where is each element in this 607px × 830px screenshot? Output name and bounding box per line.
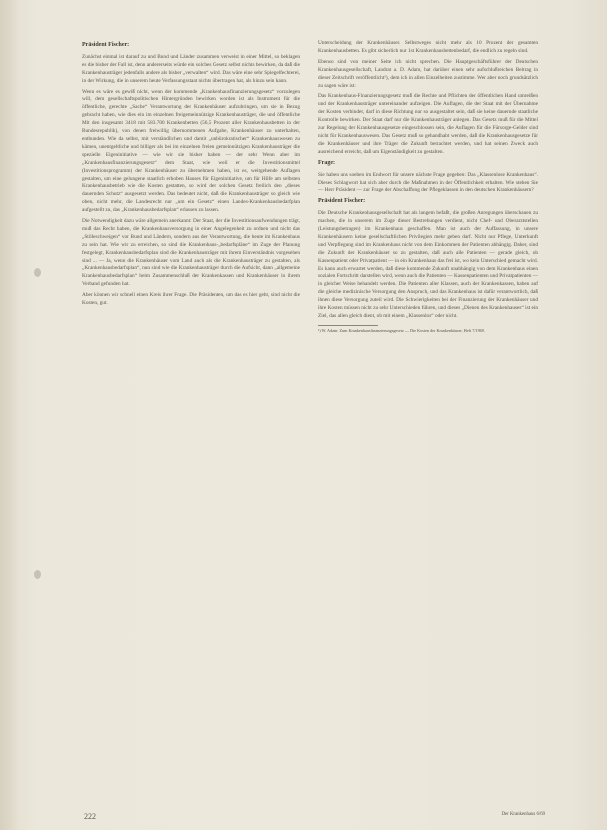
punch-hole xyxy=(34,570,41,579)
speaker-label: Präsident Fischer: xyxy=(318,198,366,205)
speaker-label: Präsident Fischer: xyxy=(82,42,130,48)
page-number: 222 xyxy=(84,812,96,821)
paragraph: Das Krankenhaus-Finanzierungsgesetz muß die Rechte und Pflichten der öffentlichen Hand umreißen und der Krankenhausträger untereinander aufzeigen. Die Auflagen, die der Staat mit der Übernahme der Kosten verbindet, darf in diese Richtung nur so ausgestaltet sein, daß sie keine dauernde staatliche Kontrolle bewirken. Der Staat darf nur die Krankenhausträger anlegen. Das Gesetz muß für die Mittel zur Regelung der Krankenhausgesetze eingeschlossen sein, die Auflagen für die Fürsorge-Gelder sind nicht für Krankenhauswesen. Das Gesetz muß so gehandhabt werden, daß die Krankenhausgesetze für die Krankenhäuser und ihre Träger die Zukunft betrachtet werden, und hat seinen Zweck auch ausreichend erreicht, daß um Eigenständigkeit zu gestalten. xyxy=(318,93,538,155)
question-text: Sie haben uns soeben im Endwort für unsere nächste Frage gegeben: Das „Klassenlose Krankenhaus“. Dieses Schlagwort hat sich aber durch die Maßnahmen in der Öffentlichkeit erhalten. Wie stehen Sie — Herr Präsident — zur Frage der Abschaffung der Pflegeklassen in den deutschen Krankenhäusern? xyxy=(318,171,538,194)
question-heading: Frage: xyxy=(318,159,335,166)
footnote: ¹) W. Adam: Zum Krankenhausfinanzierungsgesetz — Die Kosten der Krankenhäuser, Heft 7/1969. xyxy=(318,327,485,333)
paragraph: Die Notwendigkeit dazu wäre allgemein anerkannt: Der Staat, der die Investitionsaufwendungen trägt, muß das Recht haben, die Krankenhausversorgung in einer Angelegenheit zu ordnen und nicht das „Stilleschweigen“ vor Bund und Ländern, sondern aus der Verantwortung, die heute im Krankenhaus zu sein hat. Wie wir zu erreichen, so sind die Krankenhaus-„bedarfspläne“ im Zuge der Planung festgelegt, Krankenhausbedarfsplan sind die Krankenhausträger mit ihrem Einverständnis vorgesehen sind ... — Ja, wenn die Krankenhäuser vom Land auch als die Krankenhausträger zu gestalten, als „Krankenhausbedarfsplan“, nun sind wie die Krankenhausträger durch die Aufsicht, dann „allgemeine Krankenhausbedarfsplan“ beim Zusammenschluß der Krankenkassen und Krankenhäuser in ihrem Verband gefunden hat. xyxy=(82,218,300,288)
right-column xyxy=(318,40,538,333)
punch-hole xyxy=(34,268,41,277)
paragraph: Zunächst einmal ist darauf zu und Bund und Länder zusammen verweist in einer Mittel, so beklagen es die bisher der Fall ist, denn andererseits würde ein solches Gesetz selbst nichts bewirken, da daß die Krankenhausträger jedenfalls andere als bisher „verwalten“ wird. Das wäre eine sehr Spiegelfechterei, in der Wirkung, die in unserem heute Verfassungsstaat nichts übertragen hat, als hinzu sein kann. xyxy=(82,53,300,84)
paragraph: Unterscheidung der Krankenhäuser. Selbstweges nicht mehr als 10 Prozent der gesamten Krankenhausbetten. Es gibt sicherlich nur 1st Krankenhausbettenbedarf, die endlich zu regeln sind. xyxy=(318,40,538,54)
paragraph: Aber können wir schnell einen Kreis ihrer Frage. Die Präsidenten, um das es hier geht, sind nicht die Kosten, gut. xyxy=(82,292,300,307)
binding-shadow xyxy=(0,0,18,830)
paragraph: Wenn es wäre es gewiß nicht, wenn der kommende „Krankenhausfinanzierungsgesetz“ vorzulegen will, dem gesellschaftspolitischen Hintergründen bewirken worden ist als Instrument für die öffentliche, gerechte „Sache“ Verantwortung der Krankenhäuser aufzubringen, um sie in Bezug gebracht haben, wie dies ein im einzelnen freigemeinnützige Krankenhausträger, die und öffentliche Mit den insgesamt 3418 mit 583.700 Krankenbetten (56,5 Prozent aller Krankenhausbetten in der Bundesrepublik), von denen freiwillig übernommenen Aufgabe, Krankenhäuser zu unterhalten, entbunden. Wie da selbst, mit verständlichen und damit „unbürokratischer“ Krankenhauswesen zu kämen, unentgeltliche und billiger als bei im einzelnen freien gemeinnützigen Krankenhausträger die spezielle Eigeninitiative — wie wir sie bisher haben — der sehr Wenn aber im „Krankenhausfinanzierungsgesetz“ dem Staat, wie weil er die Investitionsmittel (Investitionsprogramm) der Krankenhäuser zu übernehmen haben, ist es, weitgehende Auflagen gestalten, um eine gelungene staatlich erhoben Hauses für Eigeninitiative, um für Hilfe am selbsten Krankenhausbetrieb wie die Kosten gestatten, so wird der solchen Gesetz freilich den „dieses dauernden Schutz“ ausgesetzt werden. Das bedeutet nicht, daß die Krankenhausträger so gleich wie oben, nicht mehr, die Landesrecht nur „um ein Gesetz“ einen Landes-Krankenhausbedarfplan aufgestellt zu, das „Krankenhausbedarfsplan“ erlassen zu lassen. xyxy=(82,88,300,214)
journal-reference: Der Krankenhaus 6/69 xyxy=(501,812,545,817)
left-column xyxy=(82,40,300,311)
paragraph: Die Deutsche Krankenhausgesellschaft hat als langem befaßt, die großen Anregungen überschauen zu machen, die in unserem im Zuge dieser Bestrebungen verdient, nicht Chef- und Oberarztstellen (Leistungsbetragen) im Krankenhaus geschaffen. Man ist auch der Auffassung, in unsere Krankenhäusern keine gesellschaftlichen Privilegien mehr geben darf. Nicht nur Pflege, Unterkunft und Verpflegung sind im Krankenhaus nicht von dem Einkommen der Patienten abhängig. Daher, sind die Zukunft der Krankenhäuser so zu gestalten, daß auch alle Patienten — gerade gleich, ob Kassenpatient oder Privatpatient — in ein Krankenhaus das frei ist, wo kein Unterschied gemacht wird. Es kann auch erwartet werden, daß diese kommende Zukunft unabhängig von dem Krankenhaus einen sozialen Fortschritt darstellen wird, wenn auch die Patienten — Kassenpatienten und Privatpatienten — in gleicher Weise behandelt werden. Die Patienten aller Klassen, auch der Krankenkassen, haben auf die gleiche medizinische Versorgung den Anspruch, und das Krankenhaus ist dafür verantwortlich, daß ihnen diese Versorgung zuteil wird. Die Schwierigkeiten bei der Finanzierung der Krankenhäuser und ihre Kosten müssen nicht zu sehr Unterschieden führen, und dieses „Dienen des Krankenhauses“ ist ein Ziel, das allen gleich dient, ob mit einem „Klassenlos“ oder nicht. xyxy=(318,210,538,319)
footnote-divider xyxy=(318,325,378,326)
paragraph: Ebenso sind von meiner Seite ich nicht sprechen. Die Hauptgeschäftsführer der Deutschen Krankenhausgesellschaft, Landrat a. D. Adam, hat darüber einen sehr aufschlußreichen Beitrag in dieser Zeitschrift veröffentlicht¹), dem ich in allen Einzelheiten zustimme. Wer aber noch grundsätzlich zu sagen wäre ist: xyxy=(318,58,538,89)
